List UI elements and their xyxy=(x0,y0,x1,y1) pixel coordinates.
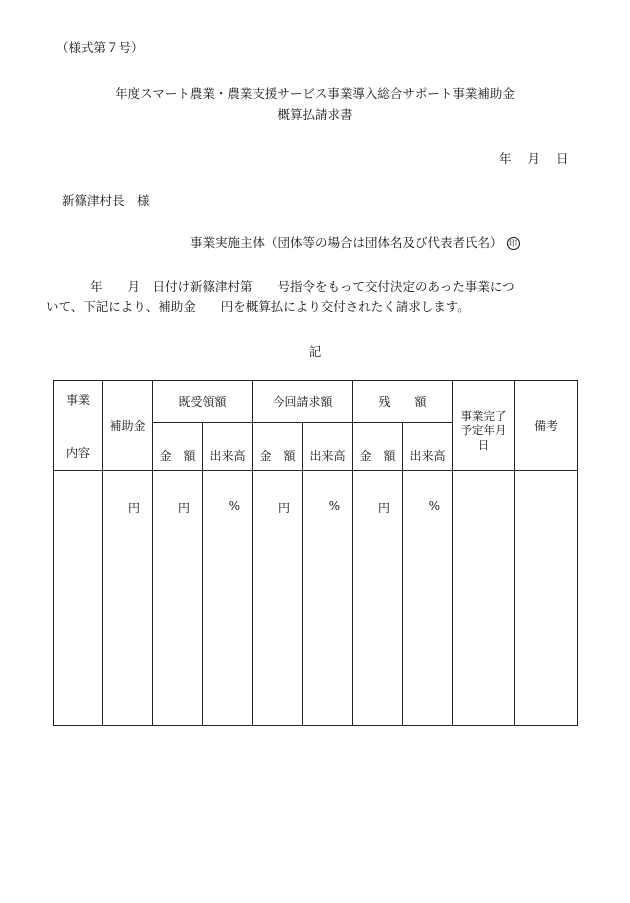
header-project-top: 事業 xyxy=(65,392,90,407)
cell-remarks xyxy=(515,471,578,726)
applicant-label: 事業実施主体（団体等の場合は団体名及び代表者氏名） xyxy=(190,235,503,250)
body-text-line-1: 年 月 日付け新篠津村第 号指令をもって交付決定のあった事業につ xyxy=(90,279,515,294)
unit-yen: 円 xyxy=(177,501,190,515)
applicant-line xyxy=(190,237,520,250)
document-title: 年度スマート農業・農業支援サービス事業導入総合サポート事業補助金 xyxy=(115,86,515,101)
cell-received-amount xyxy=(153,471,203,726)
cell-received-progress xyxy=(203,471,253,726)
header-received: 既受領額 xyxy=(153,381,253,423)
unit-percent: % xyxy=(328,499,341,513)
unit-yen: 円 xyxy=(278,501,291,515)
cell-current-progress xyxy=(303,471,353,726)
seal-icon: 印 xyxy=(507,237,520,250)
ki-mark: 記 xyxy=(308,344,322,359)
date-month: 月 xyxy=(527,151,541,166)
date-year: 年 xyxy=(499,151,512,166)
unit-yen: 円 xyxy=(378,501,391,515)
header-completion-date xyxy=(453,381,515,471)
header-project-bottom: 内容 xyxy=(65,445,90,460)
sub-current-progress: 出来高 xyxy=(303,423,353,471)
header-current: 今回請求額 xyxy=(253,381,353,423)
header-subsidy: 補助金 xyxy=(103,381,153,471)
unit-percent: % xyxy=(428,499,441,513)
unit-yen: 円 xyxy=(127,501,140,515)
date-line xyxy=(499,153,569,166)
body-text-line-2: いて、下記により、補助金 円を概算払により交付されたく請求します。 xyxy=(46,299,470,314)
sub-received-progress: 出来高 xyxy=(203,423,253,471)
date-day: 日 xyxy=(556,151,569,166)
cell-remaining-amount xyxy=(353,471,403,726)
cell-completion-date xyxy=(453,471,515,726)
cell-project xyxy=(54,471,103,726)
header-remaining: 残 額 xyxy=(353,381,453,423)
sub-received-amount: 金 額 xyxy=(153,423,203,471)
header-remarks: 備考 xyxy=(515,381,578,471)
cell-current-amount xyxy=(253,471,303,726)
claims-table xyxy=(53,380,578,726)
document-subtitle: 概算払請求書 xyxy=(277,107,353,122)
header-project xyxy=(54,381,103,471)
addressee: 新篠津村長 様 xyxy=(62,193,150,208)
cell-remaining-progress xyxy=(403,471,453,726)
cell-subsidy xyxy=(103,471,153,726)
header-completion-date-label: 事業完了予定年月日 xyxy=(460,409,507,452)
sub-current-amount: 金 額 xyxy=(253,423,303,471)
sub-remaining-progress: 出来高 xyxy=(403,423,453,471)
form-number: （様式第７号） xyxy=(56,40,144,55)
sub-remaining-amount: 金 額 xyxy=(353,423,403,471)
unit-percent: % xyxy=(228,499,241,513)
